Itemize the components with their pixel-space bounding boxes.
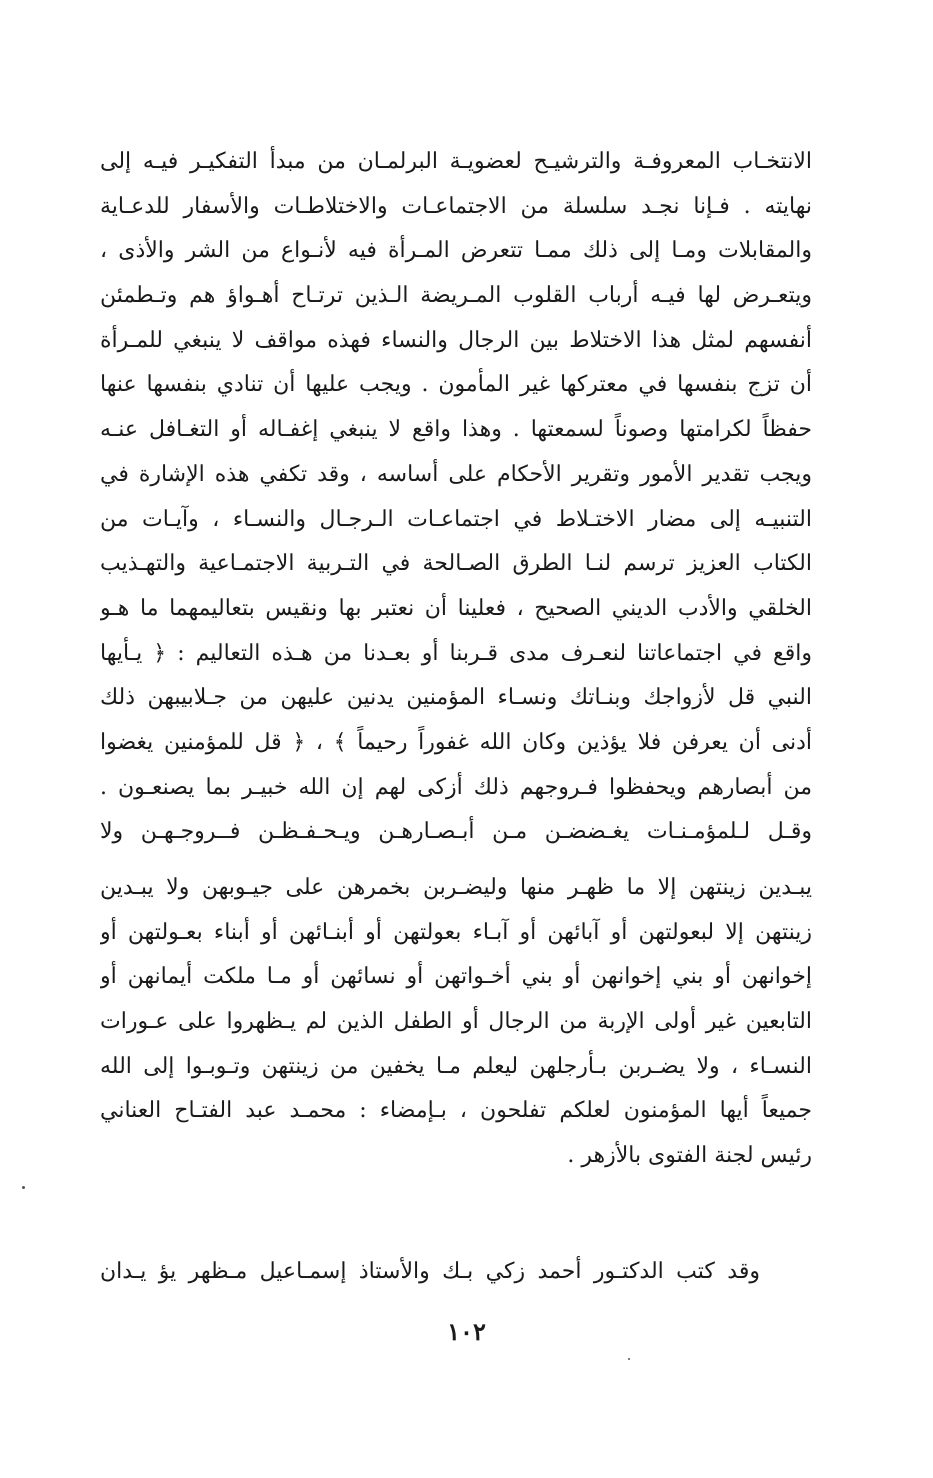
paragraph-1 (100, 140, 812, 855)
text-line: التابعين غير أولى الإربة من الرجال أو الطفل الذين لم يـظهروا على عـورات (100, 1009, 812, 1035)
text-line: أن تزج بنفسها في معتركها غير المأمون . ويجب عليها أن تنادي بنفسها عنها (100, 372, 812, 398)
text-line: ويجب تقدير الأمور وتقرير الأحكام على أساسه ، وقد تكفي هذه الإشارة في (100, 461, 812, 487)
paragraph-2 (100, 866, 812, 1179)
text-line: أنفسهم لمثل هذا الاختلاط بين الرجال والنساء فهذه مواقف لا ينبغي للمـرأة (100, 327, 812, 353)
text-line: النسـاء ، ولا يضـربن بـأرجلهن ليعلم مـا يخفين من زينتهن وتـوبـوا إلى الله (100, 1053, 812, 1079)
text-line: جميعاً أيها المؤمنون لعلكم تفلحون ، بـإمضاء : محمـد عبد الفتـاح العناني (100, 1098, 812, 1124)
text-line: الكتاب العزيز ترسم لنـا الطرق الصـالحة في التـربية الاجتمـاعية والتهـذيب (100, 551, 812, 577)
text-line: وقد كتب الدكتـور أحمد زكي بـك والأستاذ إسمـاعيل مـظهر يؤ يـدان (100, 1259, 760, 1284)
text-line: الخلقي والأدب الديني الصحيح ، فعلينا أن نعتبر بها ونقيس بتعاليمهما ما هـو (100, 595, 812, 621)
text-line: إخوانهن أو بني إخوانهن أو بني أخـواتهن أو نسائهن أو مـا ملكت أيمانهن أو (100, 964, 812, 990)
scan-speck (628, 1358, 630, 1360)
text-line: حفظاً لكرامتها وصوناً لسمعتها . وهذا واقع لا ينبغي إغفـاله أو التغـافل عنـه (100, 417, 812, 443)
text-line-signature: رئيس لجنة الفتوى بالأزهر . (567, 1143, 812, 1169)
text-line: نهايته . فـإنا نجـد سلسلة من الاجتماعـات والاختلاطـات والأسفار للدعـاية (100, 193, 812, 219)
text-line: ويتعـرض لها فيـه أرباب القلوب المـريضة الـذين ترتـاح أهـواؤ هم وتـطمئن (100, 283, 812, 309)
text-line: النبي قل لأزواجك وبنـاتك ونسـاء المؤمنين يدنين عليهن من جـلابيبهن ذلك (100, 685, 812, 711)
text-line: من أبصارهم ويحفظوا فـروجهم ذلك أزكى لهم إن الله خبيـر بما يصنعـون . (100, 774, 812, 800)
text-line: أدنى أن يعرفن فلا يؤذين وكان الله غفوراً رحيماً ﴾ ، ﴿ قل للمؤمنين يغضوا (100, 729, 812, 755)
text-line: زينتهن إلا لبعولتهن أو آبائهن أو آبـاء بعولتهن أو أبنـائهن أو أبناء بعـولتهن أو (100, 919, 812, 945)
text-line: واقع في اجتماعاتنا لنعـرف مدى قـربنا أو بعـدنا من هـذه التعاليم : ﴿ يـأيها (100, 640, 812, 666)
page-number: ١٠٢ (447, 1317, 486, 1346)
text-line: الانتخـاب المعروفـة والترشيـح لعضويـة البرلمـان من مبدأ التفكيـر فيـه إلى (100, 149, 812, 174)
text-line: التنبيـه إلى مضار الاختـلاط في اجتماعـات الـرجـال والنسـاء ، وآيـات من (100, 506, 812, 532)
text-line: والمقابلات ومـا إلى ذلك ممـا تتعرض المـرأة فيه لأنـواع من الشر والأذى ، (100, 238, 812, 264)
text-line: وقـل لـلمؤمـنـات يغـضضـن مـن أبـصـارهـن ويـحـفـظـن فــروجـهـن ولا (100, 819, 812, 845)
scan-speck (22, 1186, 25, 1189)
text-line: يبـدين زينتهن إلا ما ظهـر منها وليضـربن بخمرهن على جيـوبهن ولا يبـدين (100, 875, 812, 900)
continuation-line (100, 1250, 760, 1295)
